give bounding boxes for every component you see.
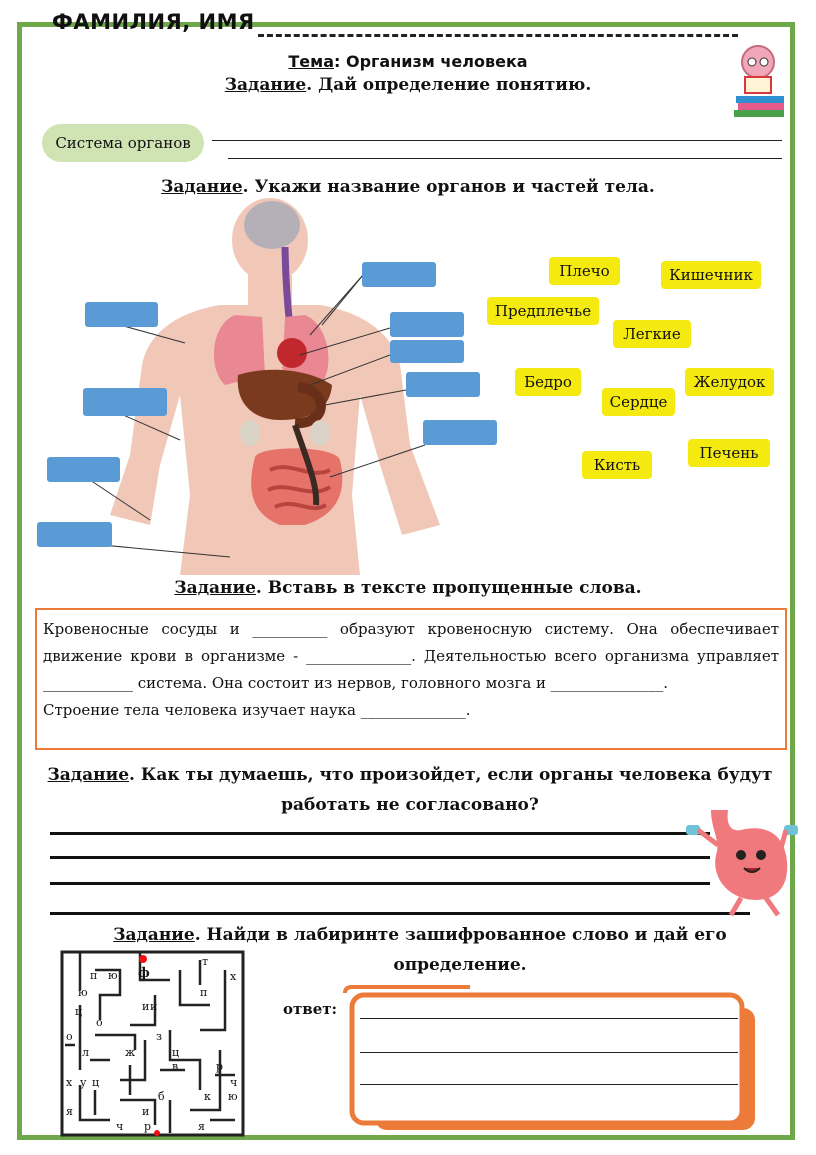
- word-card-shoulder[interactable]: Плечо: [549, 257, 620, 285]
- maze-letter: ю: [228, 1090, 238, 1103]
- answer-label: ответ:: [283, 1000, 338, 1018]
- answer-line-3[interactable]: [50, 882, 710, 885]
- task3-heading: Задание. Вставь в тексте пропущенные слова.: [174, 578, 642, 598]
- definition-line-2[interactable]: [228, 158, 782, 159]
- maze-letter: я: [66, 1105, 73, 1118]
- label-box-4[interactable]: [390, 340, 464, 363]
- letter-maze[interactable]: [60, 950, 245, 1138]
- maze-letter: о: [66, 1030, 73, 1043]
- topic-title: Тема: Организм человека: [288, 52, 528, 71]
- maze-letter: ч: [230, 1076, 238, 1089]
- label-box-3[interactable]: [390, 312, 464, 337]
- maze-letter: ж: [125, 1046, 136, 1059]
- maze-letter: з: [156, 1030, 162, 1043]
- word-card-stomach[interactable]: Желудок: [685, 368, 774, 396]
- maze-letter: ю: [108, 969, 118, 982]
- maze-letter: у: [80, 1076, 87, 1089]
- label-box-5[interactable]: [406, 372, 480, 397]
- task5-heading: Задание. Найди в лабиринте зашифрованное слово и дай его: [113, 925, 727, 945]
- name-label: ФАМИЛИЯ, ИМЯ: [52, 10, 255, 34]
- maze-letter: в: [172, 1060, 179, 1073]
- maze-letter: ц: [172, 1046, 180, 1059]
- answer-line-2[interactable]: [50, 856, 710, 859]
- task1-heading: Задание. Дай определение понятию.: [224, 75, 592, 95]
- fill-in-paragraph-1[interactable]: Кровеносные сосуды и __________ образуют кровеносную систему. Она обеспечивает движение крови в организме - ______________. Деятельностью всего организма управляет ____________ система. Она состоит из нервов, головного мозга и _______________.: [43, 620, 779, 692]
- label-box-7[interactable]: [423, 420, 497, 445]
- maze-letter: я: [198, 1120, 205, 1133]
- word-card-heart[interactable]: Сердце: [602, 388, 675, 416]
- maze-letter: к: [204, 1090, 211, 1103]
- word-card-intestine[interactable]: Кишечник: [661, 261, 761, 289]
- maze-letter: ц: [92, 1076, 100, 1089]
- fill-in-text-box: [35, 608, 787, 750]
- maze-start-dot: [139, 955, 147, 963]
- label-box-6[interactable]: [83, 388, 167, 416]
- word-card-thigh[interactable]: Бедро: [515, 368, 581, 396]
- definition-line-1[interactable]: [212, 140, 782, 141]
- task2-heading: Задание. Укажи название органов и частей тела.: [161, 177, 655, 197]
- word-card-liver[interactable]: Печень: [688, 439, 770, 467]
- maze-letter: п: [200, 986, 208, 999]
- definition-answer-line-3[interactable]: [360, 1084, 738, 1085]
- maze-letter: ф: [138, 966, 150, 981]
- maze-end-dot: [154, 1130, 160, 1136]
- maze-letter: и: [142, 1000, 150, 1013]
- label-box-9[interactable]: [37, 522, 112, 547]
- maze-letter: б: [158, 1090, 165, 1103]
- task4-heading: Задание. Как ты думаешь, что произойдет, если органы человека будут работать не согласовано?: [47, 765, 773, 815]
- maze-letter: п: [90, 969, 98, 982]
- maze-letter: о: [96, 1016, 103, 1029]
- maze-letter: ч: [116, 1120, 124, 1133]
- fill-in-paragraph-2[interactable]: Строение тела человека изучает наука ______________.: [43, 701, 471, 719]
- label-box-8[interactable]: [47, 457, 120, 482]
- answer-line-4[interactable]: [50, 912, 750, 915]
- maze-letter: л: [82, 1046, 89, 1059]
- maze-letter: х: [66, 1076, 73, 1089]
- definition-answer-line-1[interactable]: [360, 1018, 738, 1019]
- word-card-hand[interactable]: Кисть: [582, 451, 652, 479]
- maze-letter: р: [216, 1060, 224, 1073]
- term-pill: Система органов: [42, 124, 204, 162]
- maze-letter: р: [144, 1120, 152, 1133]
- maze-letter: т: [202, 955, 209, 968]
- maze-letter: ю: [78, 986, 88, 999]
- maze-letter: и: [150, 1000, 158, 1013]
- answer-frame: [340, 983, 760, 1133]
- stomach-mascot-icon: [686, 800, 798, 918]
- word-card-lungs[interactable]: Легкие: [613, 320, 691, 348]
- label-box-2[interactable]: [85, 302, 158, 327]
- label-box-1[interactable]: [362, 262, 436, 287]
- name-input-line[interactable]: [258, 34, 738, 37]
- task5-heading-line2: определение.: [393, 955, 527, 975]
- answer-line-1[interactable]: [50, 832, 710, 835]
- word-card-forearm[interactable]: Предплечье: [487, 297, 599, 325]
- maze-letter: х: [230, 970, 237, 983]
- definition-answer-line-2[interactable]: [360, 1052, 738, 1053]
- maze-letter: и: [142, 1105, 150, 1118]
- maze-walls: [60, 950, 245, 1138]
- maze-letter: ц: [75, 1005, 83, 1018]
